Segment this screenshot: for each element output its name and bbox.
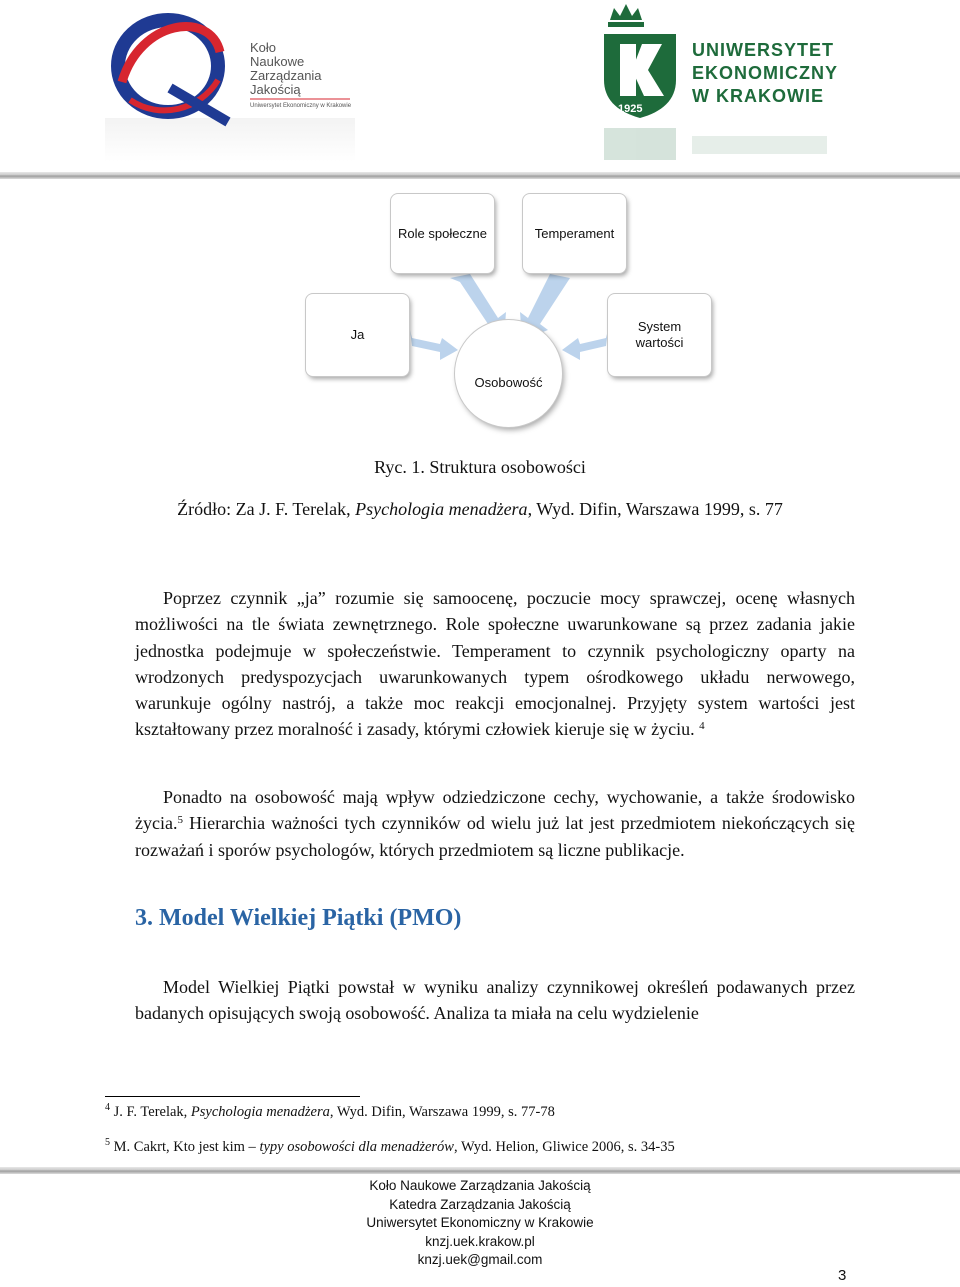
footnote-divider xyxy=(105,1096,360,1097)
svg-text:Zarządzania: Zarządzania xyxy=(250,68,322,83)
uek-logo xyxy=(592,0,872,160)
node-center: Osobowość xyxy=(455,320,562,427)
footnote-4: $^4$ J. F. Terelak, Psychologia menadżera, Wyd. Difin, Warszawa 1999, s. 77-78 xyxy=(105,1102,555,1120)
svg-text:1925: 1925 xyxy=(618,103,643,115)
node-values: System wartości xyxy=(608,294,711,376)
footnote-ref-5: 5 xyxy=(177,814,183,827)
svg-text:EKONOMICZNY: EKONOMICZNY xyxy=(692,63,838,83)
footer-divider xyxy=(0,1167,960,1174)
svg-text:Uniwersytet Ekonomiczny w Krak: Uniwersytet Ekonomiczny w Krakowie xyxy=(250,103,352,109)
figure-source: Źródło: Za J. F. Terelak, Psychologia menadżera, Wyd. Difin, Warszawa 1999, s. 77 xyxy=(177,499,783,519)
node-roles: Role społeczne xyxy=(391,194,494,273)
footnote-ref-4: 4 xyxy=(699,720,705,733)
page-header xyxy=(0,0,960,180)
footer-email: knzj.uek@gmail.com xyxy=(417,1252,543,1267)
paragraph-factors: Poprzez czynnik „ja” rozumie się samoocenę, poczucie mocy sprawczej, ocenę własnych możliwości na tle świata zewnętrznego. Role społeczne uwarunkowane są przez zadania jakie jednostka podejmuje w społeczeństwie. Temperament to czynnik psychologiczny oparty na wrodzonych predyspozycjach uwarunkowanych typem ośrodkowego układu nerwowego, warunkuje ogólny nastrój, a także moc reakcji emocjonalnej. Przyjęty system wartości jest kształtowany przez moralność i zasady, którymi człowiek kieruje się w życiu. $^4$ xyxy=(135,588,855,740)
paragraph-3: Model Wielkiej Piątki powstał w wyniku analizy czynnikowej określeń podawanych przez badanych opisujących swoją osobowość. Analiza ta miała na celu wydzielenie xyxy=(135,977,855,1024)
svg-text:W KRAKOWIE: W KRAKOWIE xyxy=(692,86,824,106)
page-number: 3 xyxy=(838,1267,847,1284)
footnote-5: $^5$ M. Cakrt, Kto jest kim – typy osobowości dla menadżerów, Wyd. Helion, Gliwice 2006, s. 34-35 xyxy=(105,1137,675,1155)
header-divider xyxy=(0,172,960,179)
node-temperament: Temperament xyxy=(523,194,626,273)
svg-text:UNIWERSYTET: UNIWERSYTET xyxy=(692,40,835,60)
page-footer xyxy=(0,1177,960,1270)
svg-text:Naukowe: Naukowe xyxy=(250,54,305,69)
section-heading: 3. Model Wielkiej Piątki (PMO) xyxy=(135,905,462,931)
footer-website: knzj.uek.krakow.pl xyxy=(425,1233,535,1249)
arrow-values xyxy=(562,330,608,360)
knzj-logo xyxy=(100,0,360,165)
footer-university: Uniwersytet Ekonomiczny w Krakowie xyxy=(366,1215,594,1230)
arrow-ja xyxy=(410,330,458,360)
footer-org: Koło Naukowe Zarządzania Jakością xyxy=(369,1178,591,1193)
node-ja: Ja xyxy=(306,294,409,376)
svg-text:Koło: Koło xyxy=(250,40,277,55)
svg-text:Jakością: Jakością xyxy=(250,82,301,97)
footer-department: Katedra Zarządzania Jakością xyxy=(389,1196,571,1212)
paragraph-2: Ponadto na osobowość mają wpływ odziedziczone cechy, wychowanie, a także środowisko życia.$^5$ Hierarchia ważności tych czynników od wielu już lat jest przedmiotem niekończących się rozważań i sporów psychologów, których przedmiotem są liczne publikacje. xyxy=(135,787,856,860)
figure-caption: Ryc. 1. Struktura osobowości xyxy=(374,457,586,477)
